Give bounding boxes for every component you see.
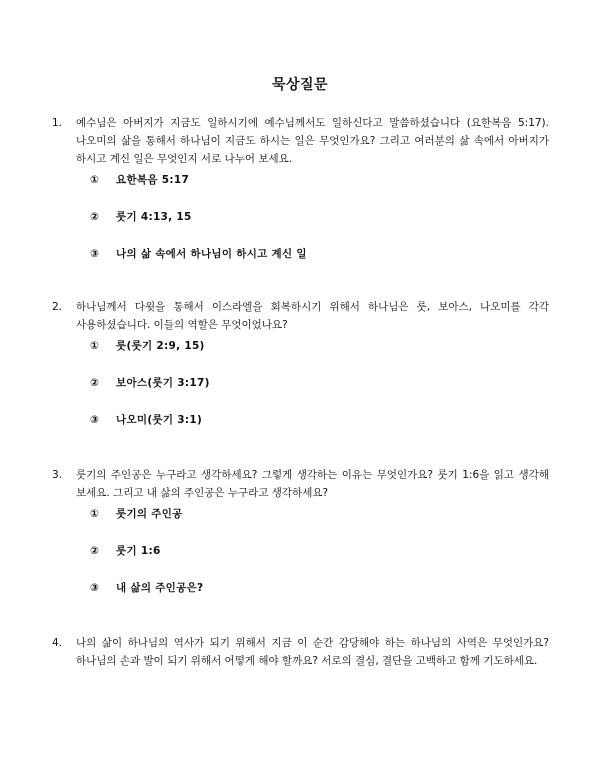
list-item <box>90 505 549 542</box>
circled-number: ② <box>90 545 99 557</box>
question-1-items <box>90 171 549 282</box>
question-number: 1. <box>52 117 63 129</box>
item-label: 룻기 1:6 <box>116 545 161 557</box>
circled-number: ① <box>90 340 99 352</box>
circled-number: ② <box>90 211 99 223</box>
question-text: 룻기의 주인공은 누구라고 생각하세요? 그렇게 생각하는 이유는 무엇인가요? 룻기 1:6을 읽고 생각해 보세요. 그리고 내 삶의 주인공은 누구라고 생각하세요? <box>76 469 549 499</box>
list-item <box>90 579 549 616</box>
question-text: 예수님은 아버지가 지금도 일하시기에 예수님께서도 일하신다고 말씀하셨습니다 (요한복음 5:17). 나오미의 삶을 통해서 하나님이 지금도 하시는 일은 무엇인가요? 그리고 여러분의 삶 속에서 아버지가 하시고 계신 일은 무엇인지 서로 나누어 보세요. <box>76 117 549 165</box>
item-label: 요한복음 5:17 <box>116 174 190 186</box>
list-item <box>90 411 549 448</box>
question-3-items <box>90 505 549 616</box>
list-item <box>90 337 549 374</box>
question-text: 나의 삶이 하나님의 역사가 되기 위해서 지금 이 순간 감당해야 하는 하나님의 사역은 무엇인가요? 하나님의 손과 발이 되기 위해서 어떻게 해야 할까요? 서로의 결심, 결단을 고백하고 함께 기도하세요. <box>76 637 549 667</box>
list-item <box>90 208 549 245</box>
list-item <box>90 245 549 282</box>
item-label: 나의 삶 속에서 하나님이 하시고 계신 일 <box>116 248 307 260</box>
question-number: 2. <box>52 301 63 313</box>
question-2 <box>52 298 549 448</box>
circled-number: ③ <box>90 414 99 426</box>
question-text: 하나님께서 다윗을 통해서 이스라엘을 회복하시기 위해서 하나님은 룻, 보아스, 나오미를 각각 사용하셨습니다. 이들의 역할은 무엇이었나요? <box>76 301 549 331</box>
list-item <box>90 374 549 411</box>
question-number: 3. <box>52 469 63 481</box>
circled-number: ② <box>90 377 99 389</box>
list-item <box>90 542 549 579</box>
circled-number: ① <box>90 174 99 186</box>
question-number: 4. <box>52 637 63 649</box>
item-label: 룻기 4:13, 15 <box>116 211 192 223</box>
question-3 <box>52 466 549 616</box>
item-label: 보아스(룻기 3:17) <box>116 377 210 389</box>
circled-number: ③ <box>90 248 99 260</box>
item-label: 나오미(룻기 3:1) <box>116 414 203 426</box>
circled-number: ① <box>90 508 99 520</box>
question-1 <box>52 114 549 282</box>
page-title: 묵상질문 <box>271 77 329 93</box>
question-2-items <box>90 337 549 448</box>
question-4 <box>52 634 549 670</box>
circled-number: ③ <box>90 582 99 594</box>
list-item <box>90 171 549 208</box>
item-label: 룻(룻기 2:9, 15) <box>116 340 205 352</box>
item-label: 룻기의 주인공 <box>116 508 183 520</box>
item-label: 내 삶의 주인공은? <box>116 582 204 594</box>
